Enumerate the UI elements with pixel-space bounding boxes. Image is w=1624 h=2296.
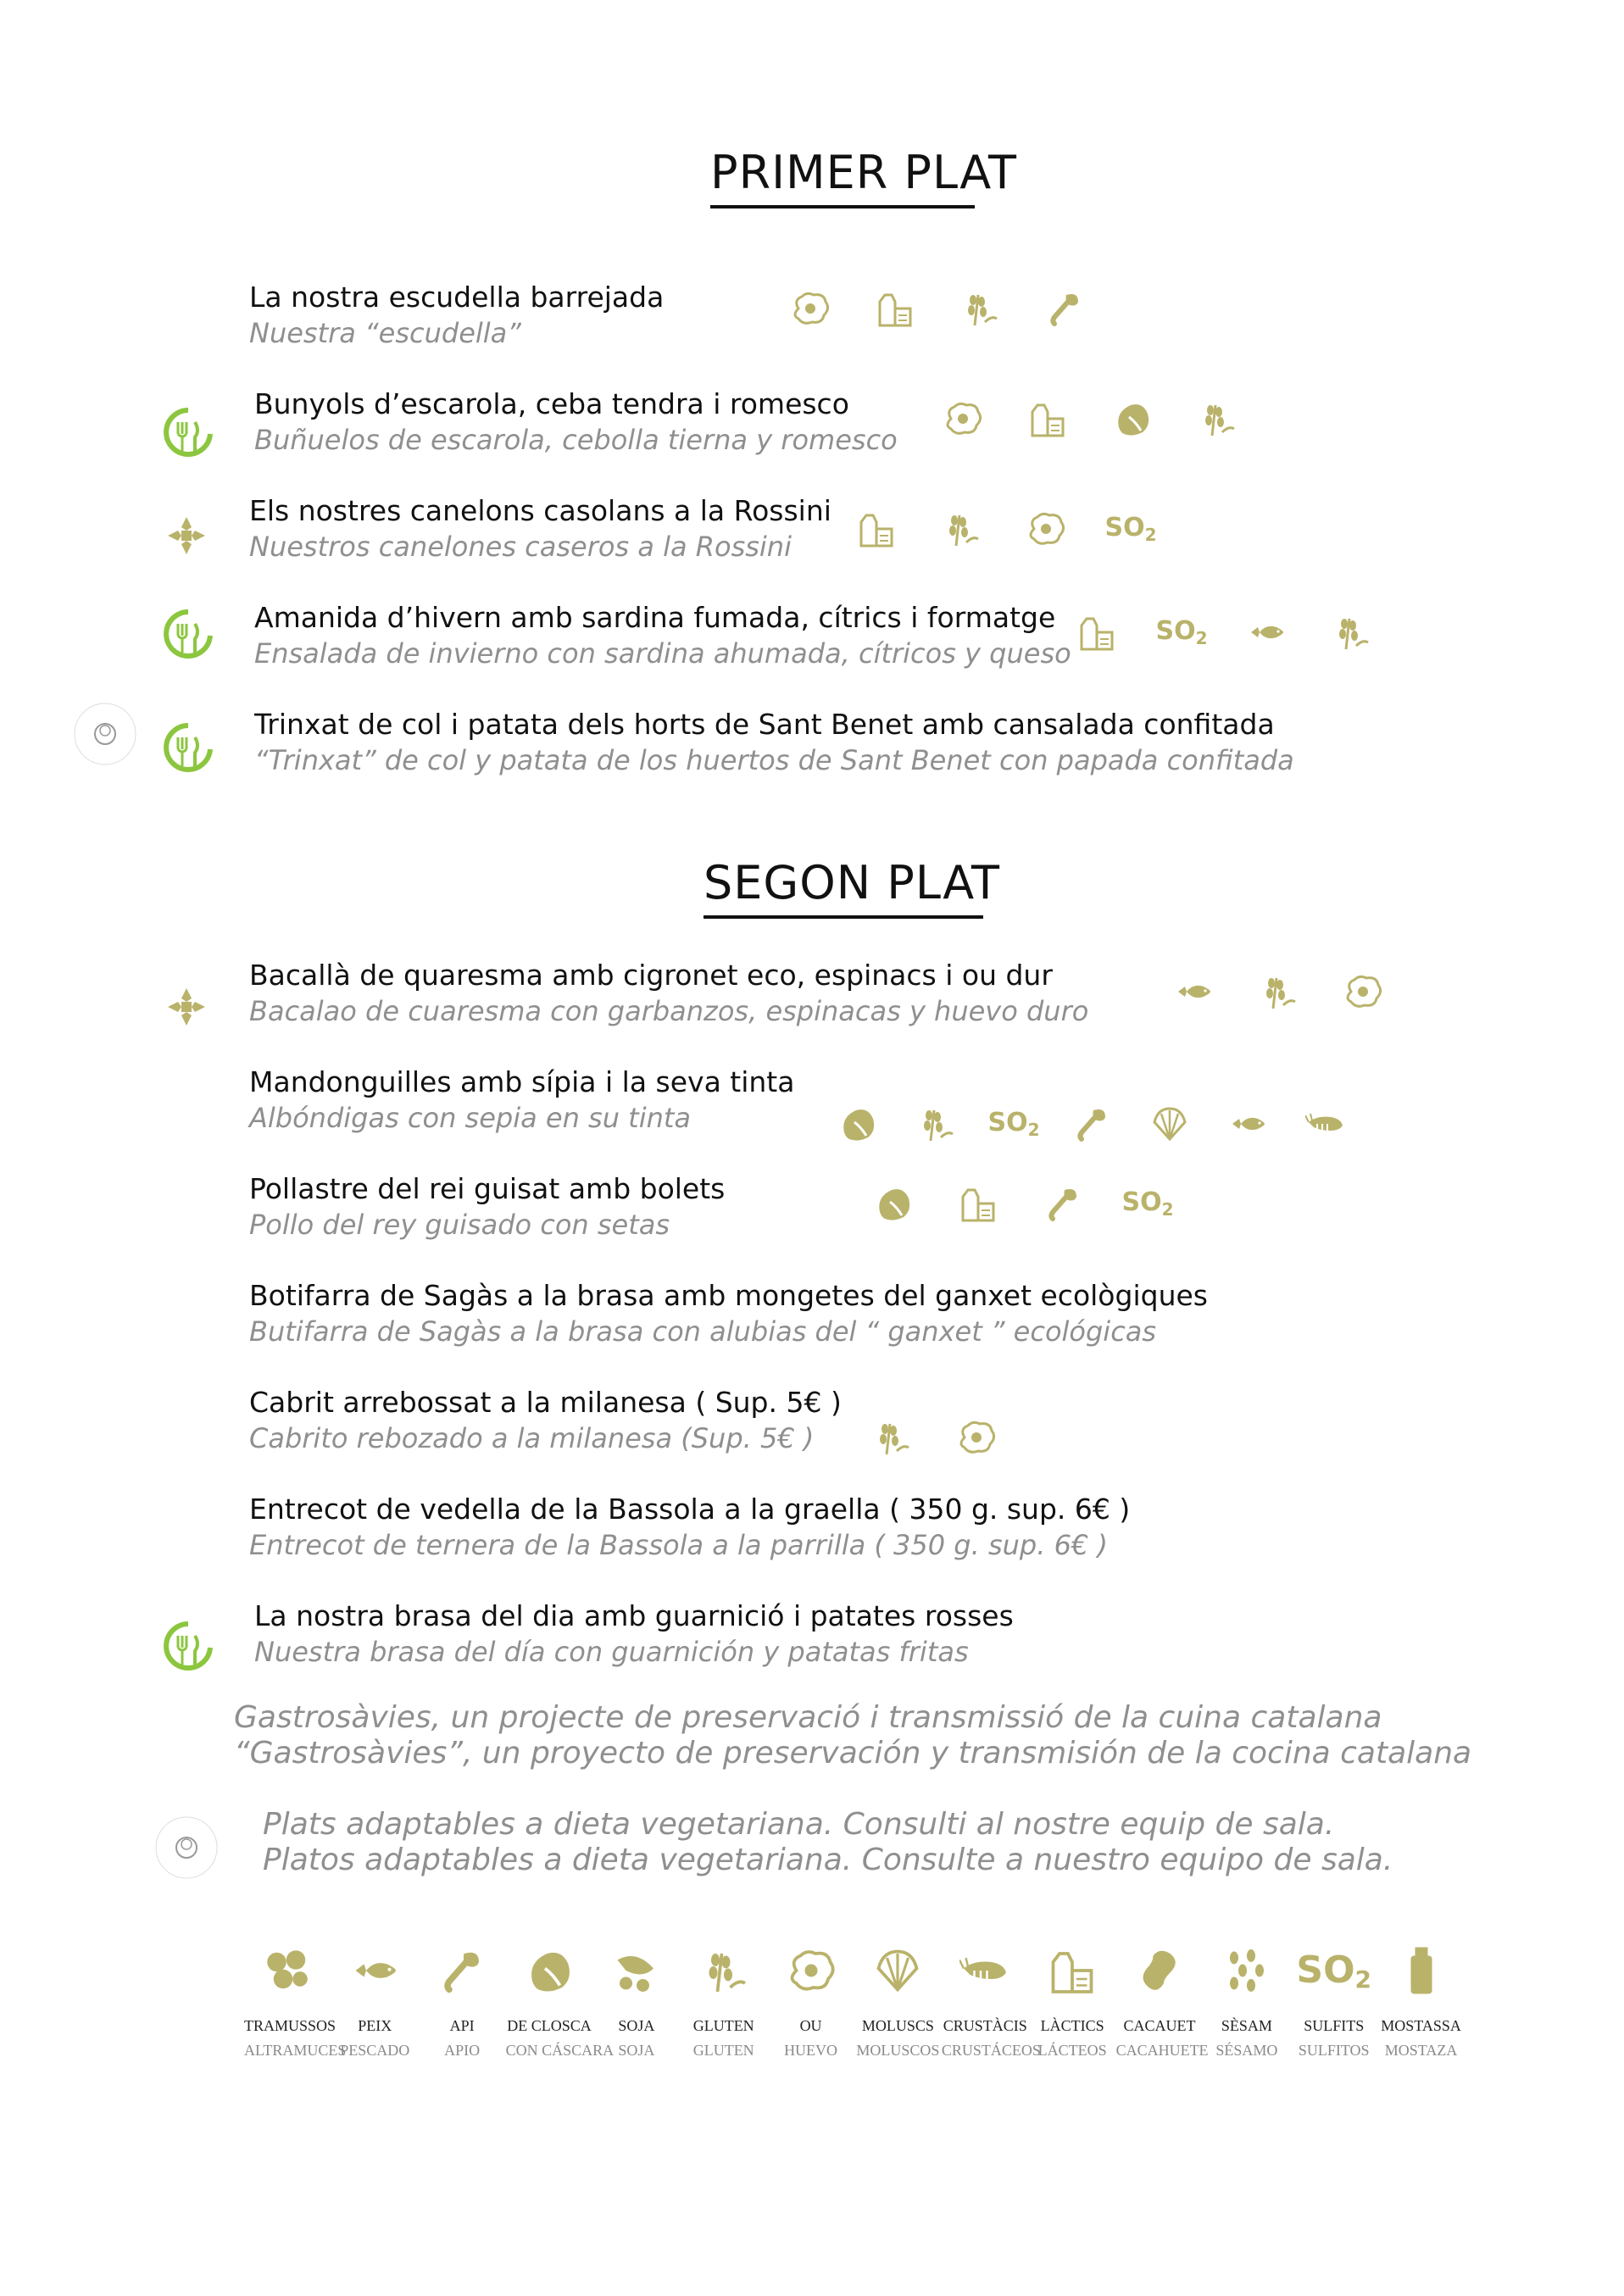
dish-name-cat: Mandonguilles amb sípia i la seva tinta — [249, 1065, 795, 1098]
title-underline — [710, 205, 975, 208]
dish — [249, 1492, 1130, 1563]
leaf-cutlery-icon — [161, 720, 215, 775]
dish-name-cat: Amanida d’hivern amb sardina fumada, cítrics i formatge — [254, 601, 1056, 634]
allergen-row — [1075, 612, 1373, 653]
legend-label-cat: SÈSAM — [1221, 2017, 1272, 2034]
legend-item — [244, 1941, 347, 2060]
legend-label-es: LÁCTEOS — [1037, 2042, 1107, 2059]
dairy-icon — [1075, 612, 1119, 653]
egg-icon — [788, 288, 832, 329]
dish-name-es: Cabrito rebozado a la milanesa (Sup. 5€ ) — [249, 1422, 815, 1454]
dairy-icon — [1045, 1941, 1099, 2000]
mustard-icon — [1394, 1941, 1449, 2000]
leaf-cutlery-icon — [161, 607, 215, 661]
legend-item — [419, 1941, 506, 2060]
nuts-icon — [522, 1941, 576, 2000]
legend-label-es: PESCADO — [340, 2042, 410, 2059]
egg-icon — [954, 1417, 998, 1458]
dish-name-es: Butifarra de Sagàs a la brasa con alubias del “ ganxet ” ecológicas — [249, 1315, 1157, 1348]
dish — [249, 280, 664, 351]
vegetarian-note-es: Platos adaptables a dieta vegetariana. Consulte a nuestro equipo de sala. — [263, 1843, 1393, 1877]
egg-icon — [1341, 971, 1385, 1012]
legend-label-es: APIO — [444, 2042, 481, 2059]
legend-label-es: CON CÁSCARA — [505, 2042, 615, 2059]
legend-label-cat: MOLUSCS — [861, 2017, 934, 2034]
egg-icon — [1024, 509, 1068, 549]
dish — [254, 707, 1294, 778]
leaf-cutlery-icon — [161, 405, 215, 459]
dish-name-cat: Bunyols d’escarola, ceba tendra i romesco — [254, 387, 849, 420]
allergen-row — [836, 1104, 1348, 1144]
egg-icon — [784, 1941, 838, 2000]
gastrosavies-note-es: “Gastrosàvies”, un proyecto de preservación y transmisión de la cocina catalana — [234, 1736, 1472, 1771]
celery-icon — [1041, 1183, 1085, 1224]
legend-label-cat: CRUSTÀCIS — [943, 2017, 1027, 2034]
legend-item — [680, 1941, 767, 2060]
gastrosavies-stamp — [71, 700, 139, 768]
dish — [249, 1278, 1208, 1349]
allergen-row — [1171, 971, 1385, 1012]
dish-name-cat: Pollastre del rei guisat amb bolets — [249, 1172, 726, 1205]
allergen-row — [871, 1183, 1174, 1224]
legend-item — [592, 1941, 680, 2060]
allergen-row — [854, 509, 1157, 549]
dish — [254, 1598, 1014, 1670]
gastrosavies-note-cat: Gastrosàvies, un projecte de preservació i transmissió de la cuina catalana — [234, 1700, 1382, 1735]
soy-icon — [609, 1941, 664, 2000]
dish-name-cat: Trinxat de col i patata dels horts de Sant Benet amb cansalada confitada — [254, 708, 1275, 741]
gluten-icon — [1256, 971, 1300, 1012]
so2-icon: $SO_2$ — [1155, 616, 1208, 648]
dish-name-cat: Els nostres canelons casolans a la Rossini — [249, 494, 831, 527]
dairy-icon — [854, 509, 898, 549]
legend-label-es: MOLUSCOS — [856, 2042, 940, 2059]
legend-item — [1377, 1941, 1465, 2060]
dish-name-es: Buñuelos de escarola, cebolla tierna y romesco — [254, 424, 898, 456]
legend-item — [941, 1941, 1041, 2060]
leaf-cutlery-icon — [161, 1619, 215, 1673]
legend-label-cat: OU — [799, 2017, 822, 2034]
legend-label-es: CACAHUETE — [1115, 2042, 1209, 2059]
dish-name-es: Pollo del rey guisado con setas — [249, 1209, 670, 1241]
gluten-icon — [697, 1941, 751, 2000]
dairy-icon — [956, 1183, 1000, 1224]
gluten-icon — [1195, 398, 1239, 439]
dish — [254, 386, 898, 458]
legend-label-cat: MOSTASSA — [1381, 2017, 1461, 2034]
gluten-icon — [1329, 612, 1373, 653]
nuts-icon — [1110, 398, 1154, 439]
dish-name-cat: Botifarra de Sagàs a la brasa amb mongetes del ganxet ecològiques — [249, 1279, 1208, 1312]
legend-label-cat: TRAMUSSOS — [244, 2017, 336, 2034]
allergen-row — [941, 398, 1239, 439]
allergen-row — [870, 1417, 998, 1458]
section-title-primer: PRIMER PLAT — [710, 146, 1018, 199]
legend-item — [854, 1941, 942, 2060]
mollusc-icon — [1148, 1104, 1192, 1144]
nuts-icon — [871, 1183, 915, 1224]
legend-label-cat: SOJA — [618, 2017, 655, 2034]
legend-label-cat: API — [449, 2017, 475, 2034]
dish-name-cat: Cabrit arrebossat a la milanesa ( Sup. 5€ ) — [249, 1386, 842, 1419]
dish — [249, 958, 1088, 1029]
legend-label-cat: LÀCTICS — [1040, 2017, 1104, 2034]
legend-label-es: GLUTEN — [692, 2042, 754, 2059]
dish-name-es: “Trinxat” de col y patata de los huertos de Sant Benet con papada confitada — [254, 744, 1294, 776]
legend-label-es: CRUSTÁCEOS — [941, 2042, 1041, 2059]
legend-label-cat: CACAUET — [1123, 2017, 1196, 2034]
legend-label-es: SULFITOS — [1298, 2042, 1370, 2059]
fish-icon — [1244, 612, 1288, 653]
gluten-icon — [914, 1104, 958, 1144]
crustacean-icon — [1304, 1104, 1348, 1144]
dish-name-cat: Entrecot de vedella de la Bassola a la graella ( 350 g. sup. 6€ ) — [249, 1493, 1131, 1526]
so2-icon: $SO_2$ — [1121, 1187, 1174, 1220]
cross-icon — [159, 980, 214, 1034]
dish-name-es: Albóndigas con sepia en su tinta — [249, 1102, 692, 1134]
gluten-icon — [958, 288, 1002, 329]
legend-label-es: MOSTAZA — [1384, 2042, 1458, 2059]
vegetarian-note-cat: Plats adaptables a dieta vegetariana. Consulti al nostre equip de sala. — [263, 1807, 1335, 1842]
legend-label-cat: DE CLOSCA — [507, 2017, 592, 2034]
so2-icon: $SO_2$ — [987, 1108, 1040, 1140]
celery-icon — [1043, 288, 1087, 329]
legend-label-es: SÉSAMO — [1215, 2042, 1278, 2059]
legend-label-cat: SULFITS — [1304, 2017, 1365, 2034]
peanut-icon — [1132, 1941, 1187, 2000]
so2-icon: $SO_2$ — [1104, 513, 1157, 545]
legend-item — [1115, 1941, 1209, 2060]
legend-label-cat: GLUTEN — [692, 2017, 754, 2034]
dish — [249, 1385, 842, 1456]
celery-icon — [1070, 1104, 1114, 1144]
legend-item — [1290, 1941, 1377, 2060]
fish-icon — [348, 1941, 402, 2000]
fish-icon — [1226, 1104, 1270, 1144]
dish-name-es: Nuestros canelones caseros a la Rossini — [249, 531, 792, 563]
crustacean-icon — [958, 1941, 1012, 2000]
legend-label-es: ALTRAMUCES — [244, 2042, 347, 2059]
dish-name-es: Nuestra brasa del día con guarnición y patatas fritas — [254, 1636, 969, 1668]
title-underline — [704, 915, 983, 919]
dish — [249, 1171, 725, 1243]
mollusc-icon — [870, 1941, 925, 2000]
cross-icon — [159, 509, 214, 563]
legend-label-es: HUEVO — [784, 2042, 838, 2059]
dish-name-es: Nuestra “escudella” — [249, 317, 521, 349]
legend-label-es: SOJA — [618, 2042, 655, 2059]
gastrosavies-stamp — [153, 1814, 220, 1882]
legend-item — [1029, 1941, 1116, 2060]
section-title-segon: SEGON PLAT — [704, 856, 1000, 909]
so2-icon: SO2 — [1296, 1948, 1371, 1993]
dish-name-es: Ensalada de invierno con sardina ahumada, cítricos y queso — [254, 637, 1071, 670]
gluten-icon — [939, 509, 983, 549]
legend-item — [505, 1941, 615, 2060]
nuts-icon — [836, 1104, 880, 1144]
allergen-row — [788, 288, 1087, 329]
dish-name-cat: Bacallà de quaresma amb cigronet eco, espinacs i ou dur — [249, 959, 1053, 992]
legend-label-cat: PEIX — [358, 2017, 392, 2034]
dish-name-es: Entrecot de ternera de la Bassola a la parrilla ( 350 g. sup. 6€ ) — [249, 1529, 1108, 1561]
egg-icon — [941, 398, 985, 439]
dairy-icon — [1026, 398, 1070, 439]
dish-name-cat: La nostra escudella barrejada — [249, 281, 665, 314]
celery-icon — [435, 1941, 489, 2000]
gluten-icon — [870, 1417, 914, 1458]
fish-icon — [1171, 971, 1215, 1012]
legend-item — [767, 1941, 854, 2060]
dairy-icon — [873, 288, 917, 329]
dish-name-cat: La nostra brasa del dia amb guarnició i patates rosses — [254, 1599, 1014, 1632]
dish — [254, 600, 1071, 671]
sesame-icon — [1220, 1941, 1274, 2000]
legend-item — [331, 1941, 419, 2060]
dish — [249, 1065, 794, 1136]
legend-item — [1203, 1941, 1290, 2060]
dish — [249, 493, 831, 564]
dish-name-es: Bacalao de cuaresma con garbanzos, espinacas y huevo duro — [249, 995, 1089, 1027]
lupin-icon — [260, 1941, 314, 2000]
